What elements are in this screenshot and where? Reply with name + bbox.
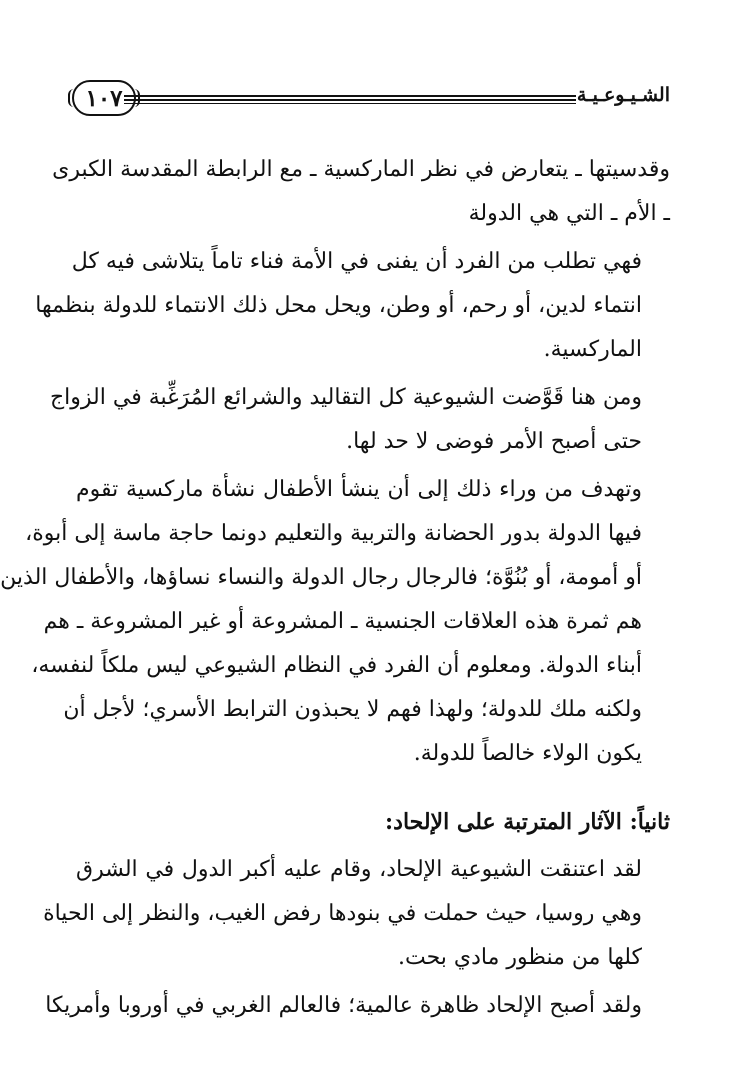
- text-line: ولكنه ملك للدولة؛ ولهذا فهم لا يحبذون الترابط الأسري؛ لأجل أن: [63, 697, 642, 722]
- paragraph-1: [52, 148, 670, 236]
- text-line: ـ الأم ـ التي هي الدولة: [468, 201, 670, 226]
- paragraph-2: [35, 240, 670, 372]
- text-line: الماركسية.: [543, 337, 642, 362]
- section-heading: ثانياً: الآثار المترتبة على الإلحاد:: [385, 809, 670, 835]
- header-rule: [124, 95, 576, 101]
- text-line: لقد اعتنقت الشيوعية الإلحاد، وقام عليه أكبر الدول في الشرق: [76, 857, 642, 882]
- page-number-badge: [72, 80, 136, 116]
- section-paragraph-2: [45, 984, 670, 1028]
- text-line: وتهدف من وراء ذلك إلى أن ينشأ الأطفال نشأة ماركسية تقوم: [76, 477, 642, 502]
- text-line: أو أمومة، أو بُنُوَّة؛ فالرجال رجال الدولة والنساء نساؤها، والأطفال الذين: [0, 565, 642, 590]
- paragraph-4: [0, 468, 670, 776]
- text-line: وهي روسيا، حيث حملت في بنودها رفض الغيب، والنظر إلى الحياة: [43, 901, 642, 926]
- text-line: انتماء لدين، أو رحم، أو وطن، ويحل محل ذلك الانتماء للدولة بنظمها: [35, 293, 642, 318]
- text-line: أبناء الدولة. ومعلوم أن الفرد في النظام الشيوعي ليس ملكاً لنفسه،: [31, 653, 642, 678]
- text-line: يكون الولاء خالصاً للدولة.: [413, 741, 642, 766]
- header-rule-thin: [124, 103, 576, 104]
- running-title: الشـيـوعـيـة: [576, 84, 670, 106]
- text-line: كلها من منظور مادي بحت.: [398, 945, 642, 970]
- text-line: حتى أصبح الأمر فوضى لا حد لها.: [346, 429, 642, 454]
- text-line: ومن هنا قَوَّضت الشيوعية كل التقاليد والشرائع المُرَغِّبة في الزواج: [49, 385, 642, 410]
- text-line: فيها الدولة بدور الحضانة والتربية والتعليم دونما حاجة ماسة إلى أبوة،: [25, 521, 642, 546]
- body-text: [0, 148, 670, 1032]
- text-line: هم ثمرة هذه العلاقات الجنسية ـ المشروعة أو غير المشروعة ـ هم: [43, 609, 642, 634]
- text-line: ولقد أصبح الإلحاد ظاهرة عالمية؛ فالعالم الغربي في أوروبا وأمريكا: [45, 993, 642, 1018]
- text-line: فهي تطلب من الفرد أن يفنى في الأمة فناء تاماً يتلاشى فيه كل: [71, 249, 642, 274]
- page-number: ١٠٧: [85, 84, 123, 112]
- text-line: وقدسيتها ـ يتعارض في نظر الماركسية ـ مع الرابطة المقدسة الكبرى: [52, 157, 670, 182]
- section-paragraph-1: [43, 848, 670, 980]
- running-header: [72, 80, 670, 120]
- paragraph-3: [49, 376, 670, 464]
